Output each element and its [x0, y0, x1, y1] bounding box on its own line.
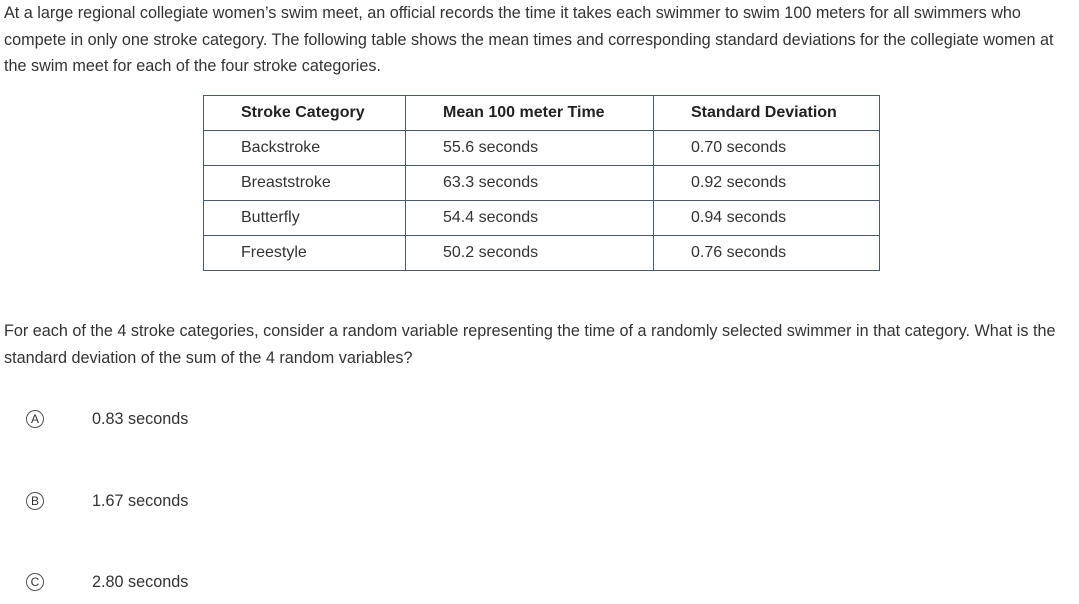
header-standard-deviation: Standard Deviation — [654, 96, 880, 131]
choice-letter-b[interactable]: B — [26, 492, 44, 510]
choice-text-a[interactable]: 0.83 seconds — [92, 409, 189, 428]
table-row — [204, 201, 880, 236]
cell-mean: 55.6 seconds — [406, 131, 654, 166]
header-mean-time: Mean 100 meter Time — [406, 96, 654, 131]
table-row — [204, 166, 880, 201]
answer-choice-a[interactable] — [26, 409, 189, 429]
cell-stroke: Breaststroke — [204, 166, 406, 201]
header-stroke-category: Stroke Category — [204, 96, 406, 131]
cell-stroke: Backstroke — [204, 131, 406, 166]
cell-stroke: Freestyle — [204, 236, 406, 271]
answer-choice-b[interactable] — [26, 491, 189, 511]
choice-text-c[interactable]: 2.80 seconds — [92, 572, 189, 591]
cell-mean: 54.4 seconds — [406, 201, 654, 236]
question-prompt: For each of the 4 stroke categories, consider a random variable representing the time of a randomly selected swimmer in that category. What is the standard deviation of the sum of the 4 random variables? — [4, 322, 1056, 367]
cell-sd: 0.94 seconds — [654, 201, 880, 236]
cell-mean: 63.3 seconds — [406, 166, 654, 201]
choice-text-b[interactable]: 1.67 seconds — [92, 491, 189, 510]
cell-sd: 0.76 seconds — [654, 236, 880, 271]
table-row — [204, 131, 880, 166]
answer-choice-c[interactable] — [26, 572, 189, 592]
cell-mean: 50.2 seconds — [406, 236, 654, 271]
choice-letter-c[interactable]: C — [26, 573, 44, 591]
stroke-data-table — [203, 95, 880, 271]
table-row — [204, 236, 880, 271]
cell-sd: 0.70 seconds — [654, 131, 880, 166]
question-intro: At a large regional collegiate women’s swim meet, an official records the time it takes each swimmer to swim 100 meters for all swimmers who compete in only one stroke category. The following table shows the mean times and corresponding standard deviations for the collegiate women at the swim meet for each of the four stroke categories. — [4, 4, 1054, 75]
cell-stroke: Butterfly — [204, 201, 406, 236]
table-header-row — [204, 96, 880, 131]
cell-sd: 0.92 seconds — [654, 166, 880, 201]
choice-letter-a[interactable]: A — [26, 410, 44, 428]
